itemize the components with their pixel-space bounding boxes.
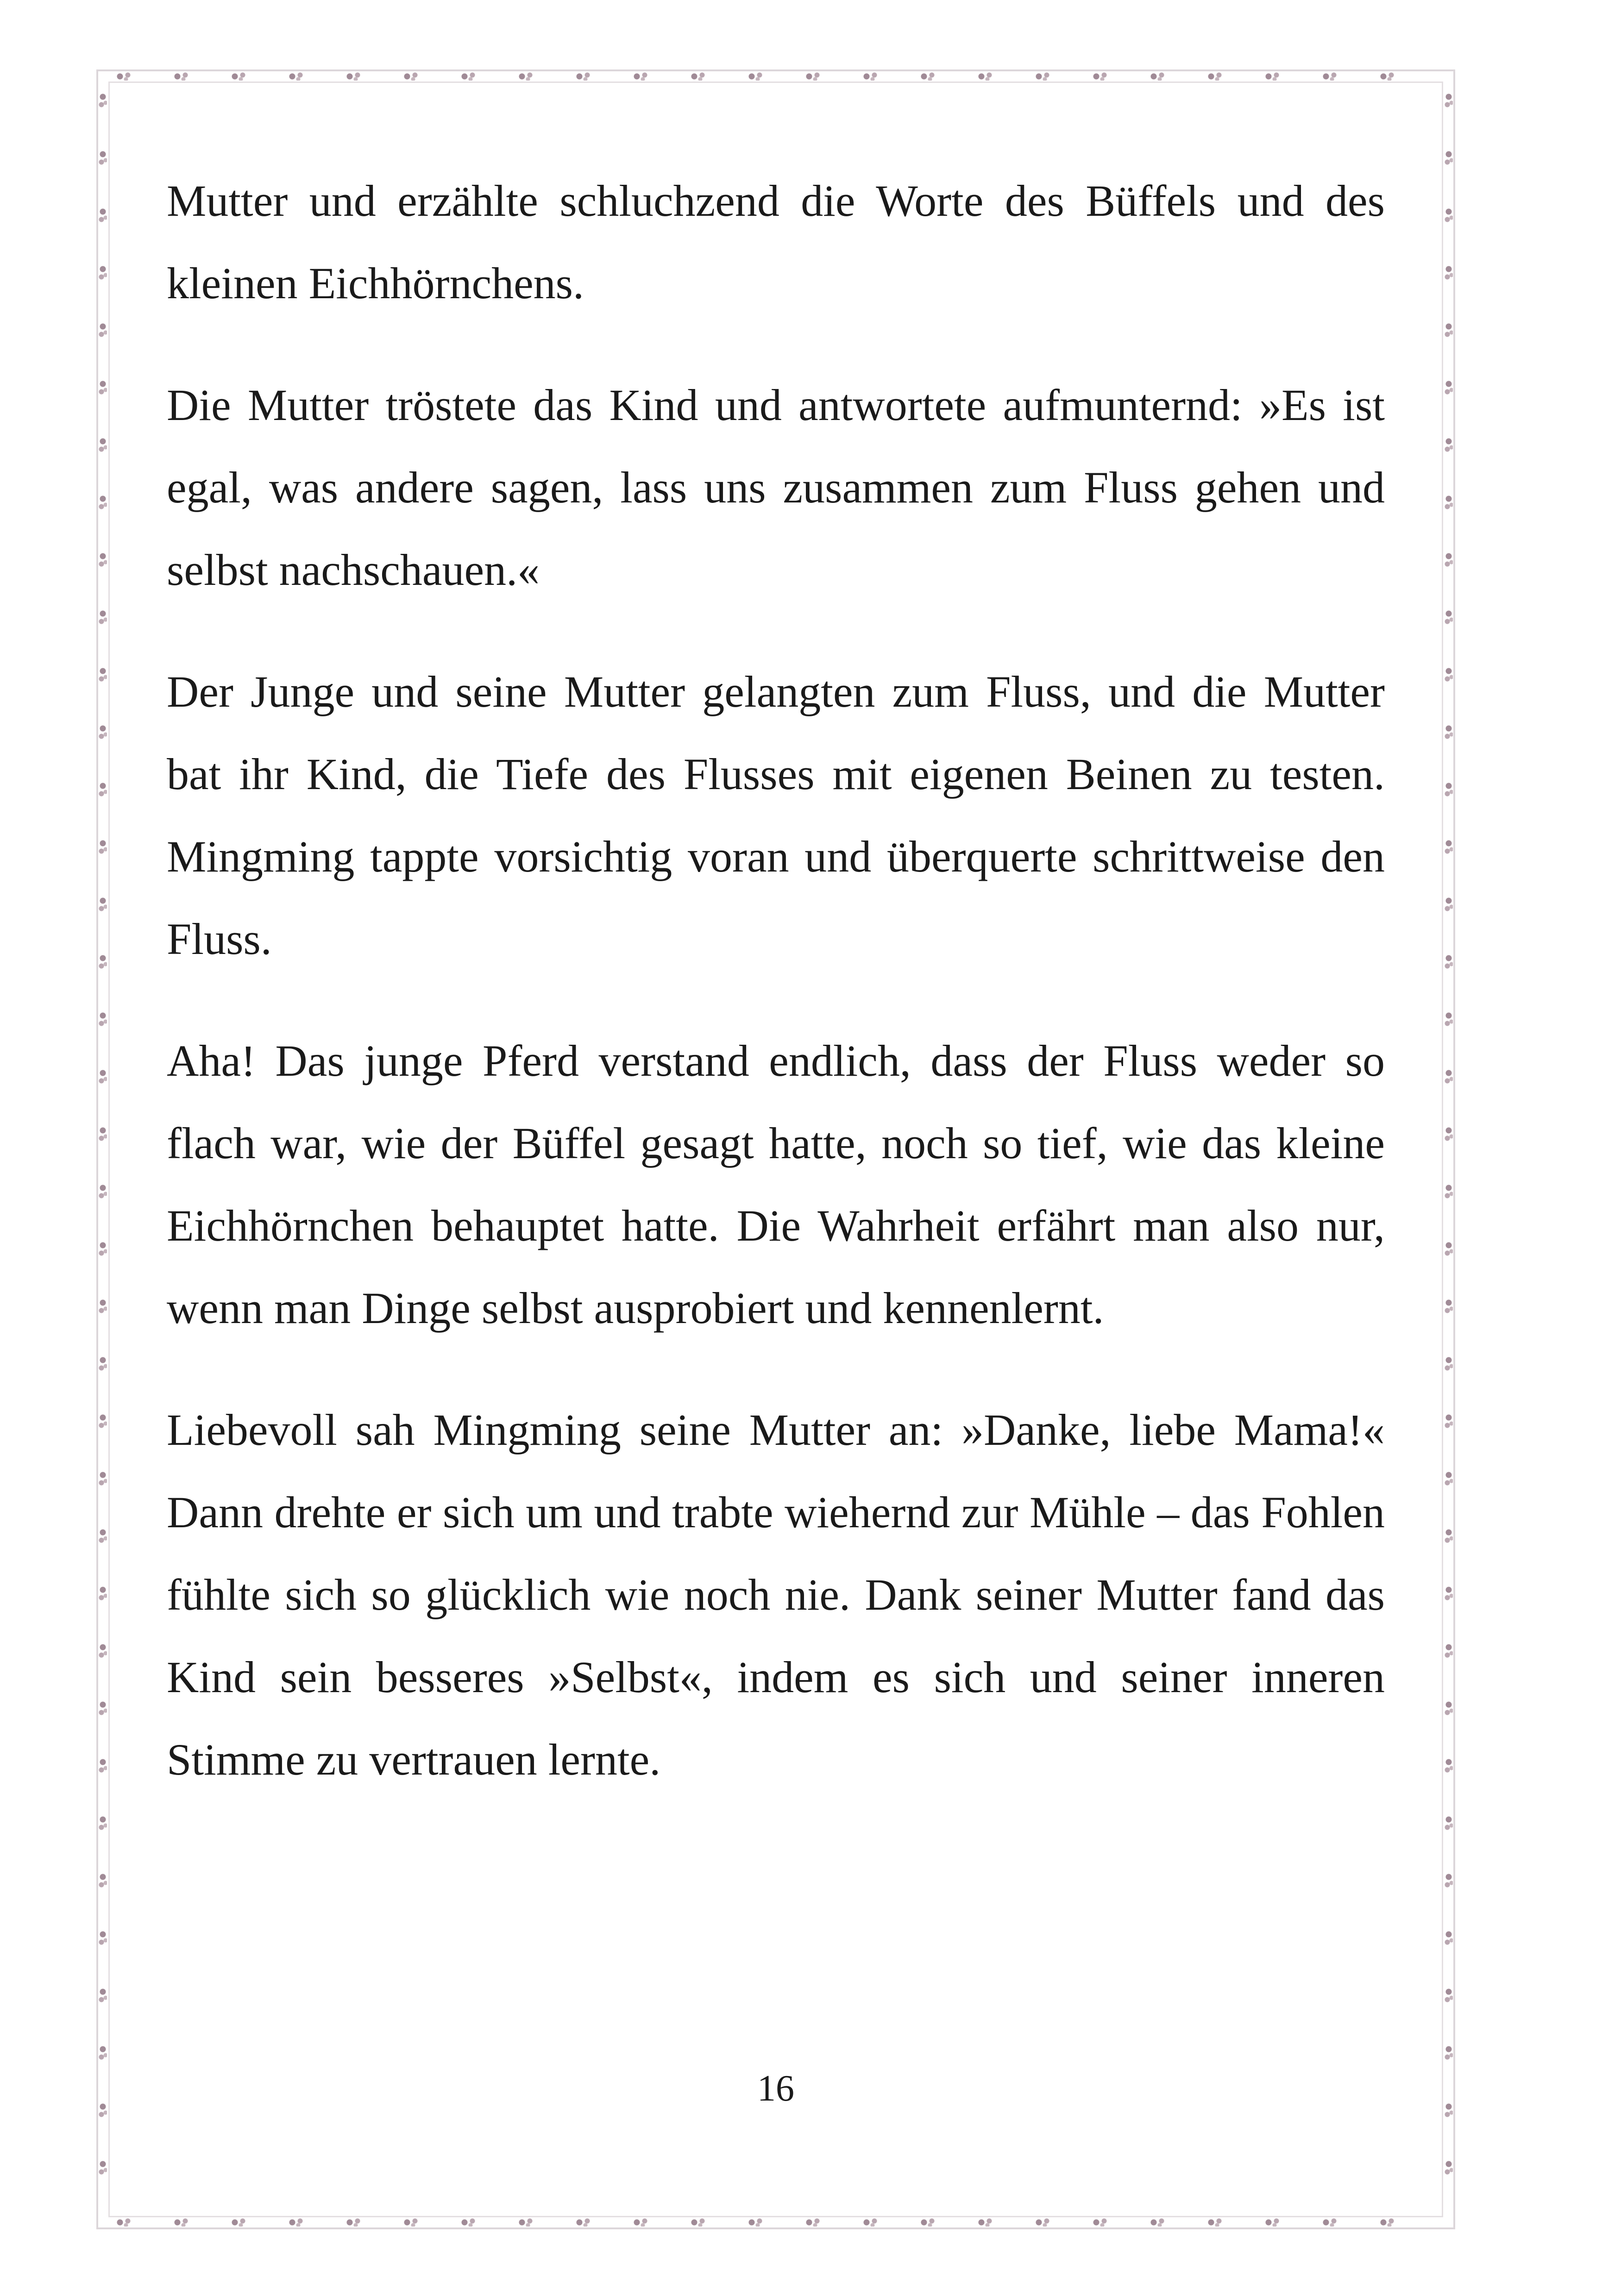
border-dots-right xyxy=(1445,93,1453,2204)
paragraph: Liebevoll sah Mingming seine Mutter an: »Danke, liebe Mama!« Dann drehte er sich um und trabte wiehernd zur Mühle – das Fohlen fühlte sich so glücklich wie noch nie. Dank seiner Mutter fand das Kind sein besseres »Selbst«, indem es sich und seiner inneren Stimme zu vertrauen lernte. xyxy=(167,1405,1385,1784)
border-dots-bottom xyxy=(116,2218,1436,2227)
border-dots-left xyxy=(99,93,107,2204)
border-dots-top xyxy=(116,72,1436,81)
story-text xyxy=(167,160,1385,1840)
paragraph: Aha! Das junge Pferd verstand endlich, dass der Fluss weder so flach war, wie der Büffel gesagt hatte, noch so tief, wie das kleine Eichhörnchen behauptet hatte. Die Wahrheit erfährt man also nur, wenn man Dinge selbst ausprobiert und kennenlernt. xyxy=(167,1036,1385,1333)
paragraph: Der Junge und seine Mutter gelangten zum Fluss, und die Mutter bat ihr Kind, die Tiefe des Flusses mit eigenen Beinen zu testen. Mingming tappte vorsichtig voran und überquerte schrittweise den Fluss. xyxy=(167,667,1385,964)
paragraph: Die Mutter tröstete das Kind und antwortete aufmunternd: »Es ist egal, was andere sagen, lass uns zusammen zum Fluss gehen und selbst nachschauen.« xyxy=(167,380,1385,595)
page-number: 16 xyxy=(757,2068,794,2109)
paragraph: Mutter und erzählte schluchzend die Worte des Büffels und des kleinen Eichhörnchens. xyxy=(167,176,1385,308)
